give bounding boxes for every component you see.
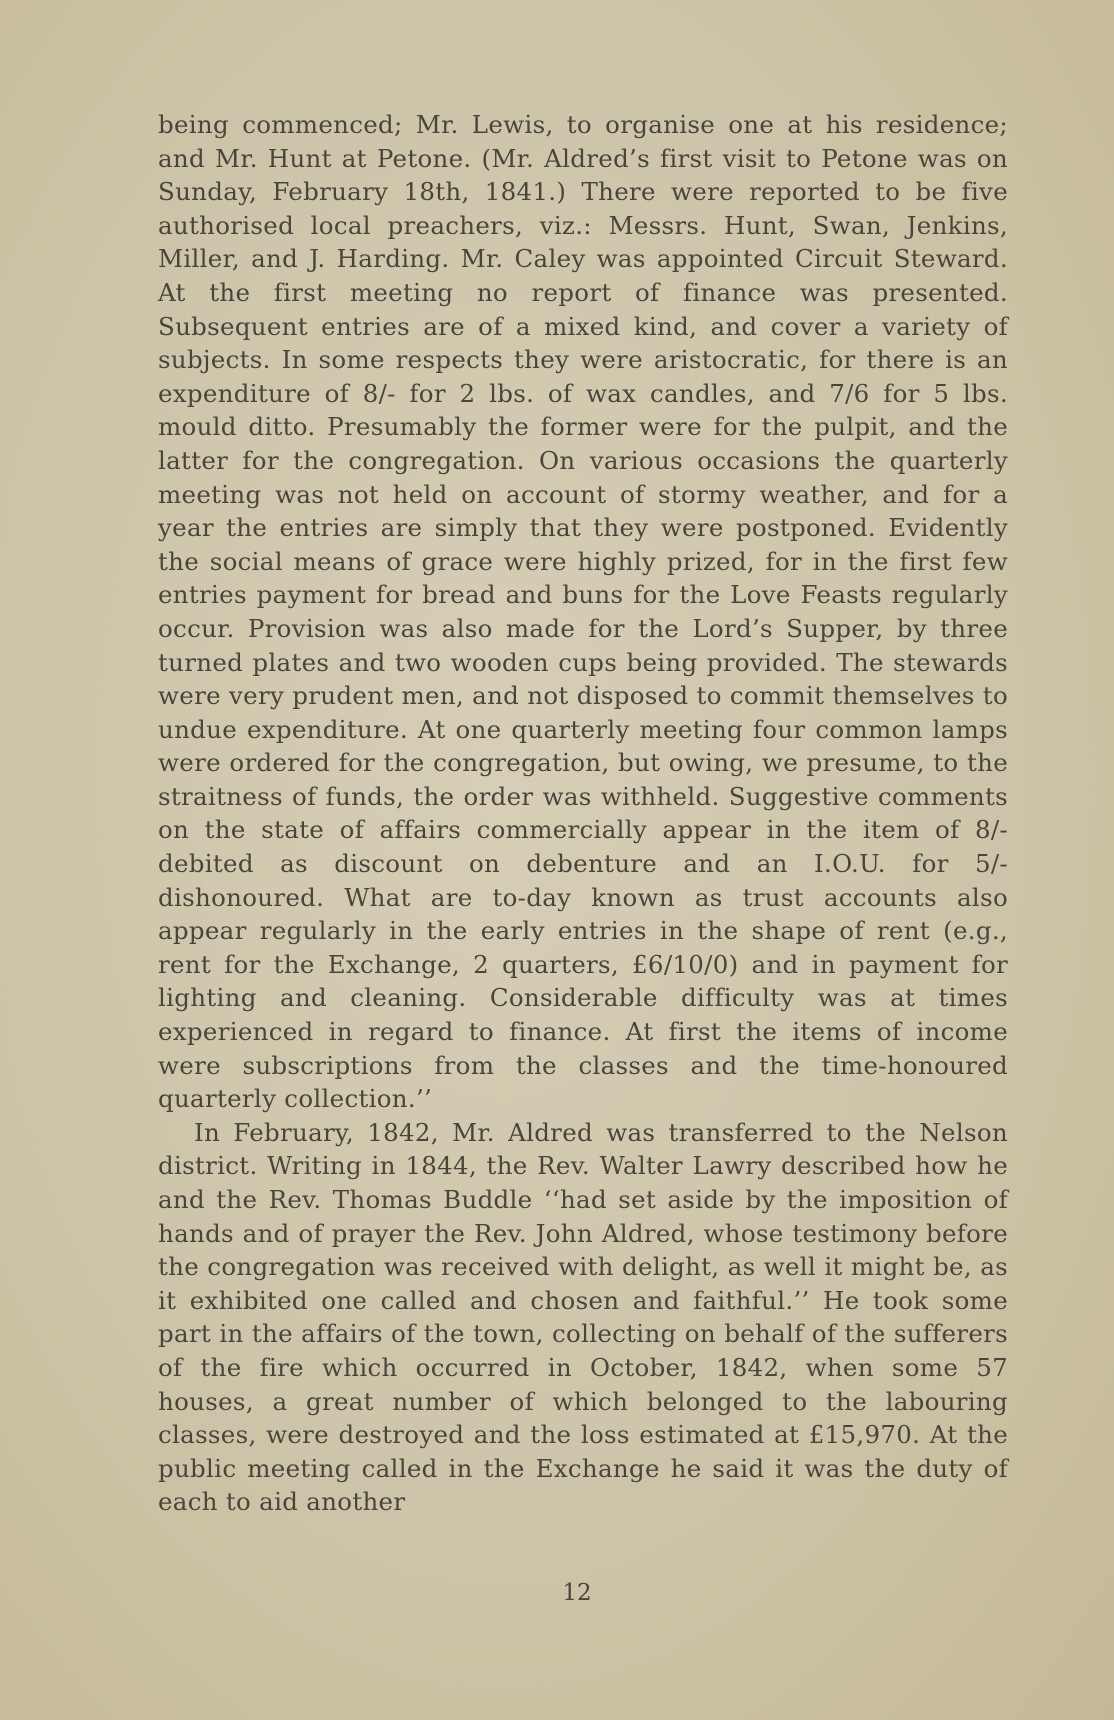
paragraph-continued: being commenced; Mr. Lewis, to organise one at his residence; and Mr. Hunt at Petone. (Mr. Aldred’s first visit to Petone was on Sunday, February 18th, 1841.) There were reported to be five authorised local preachers, viz.: Messrs. Hunt, Swan, Jenkins, Miller, and J. Harding. Mr. Caley was appointed Circuit Steward. At the first meeting no report of finance was presented. Subsequent entries are of a mixed kind, and cover a variety of subjects. In some respects they were aristocratic, for there is an expenditure of 8/- for 2 lbs. of wax candles, and 7/6 for 5 lbs. mould ditto. Presumably the former were for the pulpit, and the latter for the congregation. On various occasions the quarterly meeting was not held on account of stormy weather, and for a year the entries are simply that they were postponed. Evidently the social means of grace were highly prized, for in the first few entries payment for bread and buns for the Love Feasts regularly occur. Provision was also made for the Lord’s Supper, by three turned plates and two wooden cups being provided. The stewards were very prudent men, and not disposed to commit themselves to undue expenditure. At one quarterly meeting four common lamps were ordered for the congregation, but owing, we presume, to the straitness of funds, the order was withheld. Suggestive comments on the state of affairs commercially appear in the item of 8/- debited as discount on debenture and an I.O.U. for 5/- dishonoured. What are to-day known as trust accounts also appear regularly in the early entries in the shape of rent (e.g., rent for the Exchange, 2 quarters, £6/10/0) and in payment for lighting and cleaning. Considerable difficulty was at times experienced in regard to finance. At first the items of income were subscriptions from the classes and the time-honoured quarterly collection.’’ [158, 110, 1008, 1114]
body-text [158, 108, 1008, 1519]
page-number: 12 [562, 1580, 592, 1606]
paragraph-aldred-transfer: In February, 1842, Mr. Aldred was transferred to the Nelson district. Writing in 1844, the Rev. Walter Lawry described how he and the Rev. Thomas Buddle ‘‘had set aside by the imposition of hands and of prayer the Rev. John Aldred, whose testimony before the congregation was received with delight, as well it might be, as it exhibited one called and chosen and faithful.’’ He took some part in the affairs of the town, collecting on behalf of the sufferers of the fire which occurred in October, 1842, when some 57 houses, a great number of which belonged to the labouring classes, were destroyed and the loss estimated at £15,970. At the public meeting called in the Exchange he said it was the duty of each to aid another [158, 1117, 1008, 1517]
